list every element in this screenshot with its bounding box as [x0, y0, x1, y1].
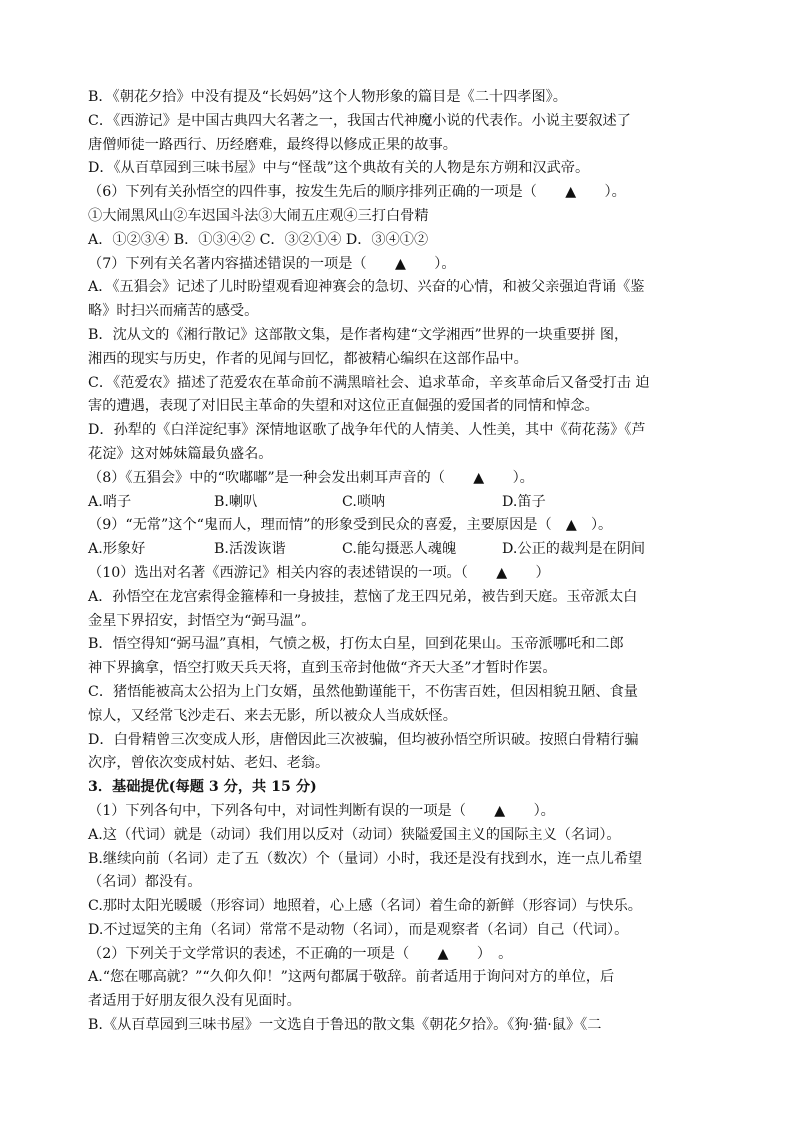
exam-page	[88, 86, 720, 1038]
text-line: A．孙悟空在龙宫索得金箍棒和一身披挂，惹恼了龙王四兄弟，被告到天庭。玉帝派太白	[88, 588, 638, 605]
text-line: ①大闹黑风山②车迟国斗法③大闹五庄观④三打白骨精	[88, 207, 429, 224]
question-8: （8）《五猖会》中的“吹嘟嘟”是一种会发出刺耳声音的（ ▲ ）。	[88, 469, 534, 486]
text-line: B.继续向前（名词）走了五（数次）个（量词）小时，我还是没有找到水，连一点儿希望	[88, 850, 643, 867]
text-line: 湘西的现实与历史，作者的见闻与回忆，都被精心编织在这部作品中。	[88, 350, 528, 367]
text-line: D．孙犁的《白洋淀纪事》深情地讴歌了战争年代的人情美、人性美，其中《荷花荡》《芦	[88, 422, 646, 439]
section-heading: 3．基础提优(每题 3 分，共 15 分)	[88, 779, 317, 796]
question-10: （10）选出对名著《西游记》相关内容的表述错误的一项。（ ▲ ）	[88, 564, 550, 581]
question-7: （7）下列有关名著内容描述错误的一项是（ ▲ ）。	[88, 255, 456, 272]
option-a: A.形象好	[88, 541, 146, 558]
option-a: A.哨子	[88, 493, 132, 510]
question-3-1: （1）下列各句中，下列各句中，对词性判断有误的一项是（ ▲ ）。	[88, 802, 555, 819]
text-line: 次序，曾依次变成村姑、老妇、老翁。	[88, 755, 330, 772]
option-d: D.公正的裁判是在阴间	[502, 541, 646, 558]
q9-options	[88, 538, 720, 562]
text-line: C．《西游记》是中国古典四大名著之一，我国古代神魔小说的代表作。小说主要叙述了	[88, 112, 631, 129]
option-d: D.笛子	[502, 493, 546, 510]
q8-options	[88, 491, 720, 515]
text-line: A．①②③④ B．①③④② C．③②①④ D．③④①②	[88, 231, 429, 248]
text-line: B．《朝花夕拾》中没有提及“长妈妈”这个人物形象的篇目是《二十四孝图》。	[88, 89, 567, 105]
question-9: （9）“无常”这个“鬼而人，理而情”的形象受到民众的喜爱，主要原因是（ ▲ ）。	[88, 517, 613, 534]
text-line: A．《五猖会》记述了儿时盼望观看迎神赛会的急切、兴奋的心情，和被父亲强迫背诵《鉴	[88, 279, 645, 296]
text-line: C．《范爱农》描述了范爱农在革命前不满黑暗社会、追求革命，辛亥革命后又备受打击 迫	[88, 374, 650, 391]
text-line: B.《从百草园到三味书屋》一文选自于鲁迅的散文集《朝花夕拾》。《狗·猫·鼠》《二	[88, 1017, 602, 1034]
text-line: 害的遭遇，表现了对旧民主革命的失望和对这位正直倔强的爱国者的同情和悼念。	[88, 398, 599, 415]
option-b: B.喇叭	[214, 493, 258, 510]
text-line: C．猪悟能被高太公招为上门女婿，虽然他勤谨能干，不伤害百姓，但因相貌丑陋、食量	[88, 683, 638, 700]
text-line: A.这（代词）就是（动词）我们用以反对（动词）狭隘爱国主义的国际主义（名词）。	[88, 826, 621, 843]
text-line: D．《从百草园到三味书屋》中与“怪哉”这个典故有关的人物是东方朔和汉武帝。	[88, 160, 590, 177]
text-line: B．沈从文的《湘行散记》这部散文集，是作者构建“文学湘西”世界的一块重要拼 图，	[88, 326, 629, 343]
option-c: C.能勾摄恶人魂魄	[342, 541, 457, 558]
text-line: D．白骨精曾三次变成人形，唐僧因此三次被骗，但均被孙悟空所识破。按照白骨精行骗	[88, 731, 639, 748]
option-b: B.活泼诙谐	[214, 541, 286, 558]
text-line: （名词）都没有。	[88, 874, 202, 891]
option-c: C.唢呐	[342, 493, 386, 510]
text-line: A.“您在哪高就？”“久仰久仰！”这两句都属于敬辞。前者适用于询问对方的单位，后	[88, 969, 615, 986]
text-line: C.那时太阳光暖暖（形容词）地照着，心上感（名词）着生命的新鲜（形容词）与快乐。	[88, 898, 642, 915]
text-line: 唐僧师徒一路西行、历经磨难，最终得以修成正果的故事。	[88, 136, 457, 153]
text-line: B．悟空得知“弼马温”真相，气愤之极，打伤太白星，回到花果山。玉帝派哪吒和二郎	[88, 636, 624, 653]
text-line: D.不过逗笑的主角（名词）常常不是动物（名词），而是观察者（名词）自己（代词）。	[88, 921, 629, 938]
text-line: 神下界擒拿，悟空打败天兵天将，直到玉帝封他做“齐天大圣”才暂时作罢。	[88, 660, 557, 677]
text-line: 金星下界招安，封悟空为“弼马温”。	[88, 612, 316, 629]
question-3-2: （2）下列关于文学常识的表述，不正确的一项是（ ▲ ） 。	[88, 945, 513, 962]
text-line: 花淀》这对姊妹篇最负盛名。	[88, 445, 273, 462]
text-line: 惊人，又经常飞沙走石、来去无影，所以被众人当成妖怪。	[88, 707, 457, 724]
text-line: 者适用于好朋友很久没有见面时。	[88, 993, 301, 1010]
question-6: （6）下列有关孙悟空的四件事，按发生先后的顺序排列正确的一项是（ ▲ ）。	[88, 184, 626, 201]
text-line: 略》时扫兴而痛苦的感受。	[88, 303, 259, 320]
